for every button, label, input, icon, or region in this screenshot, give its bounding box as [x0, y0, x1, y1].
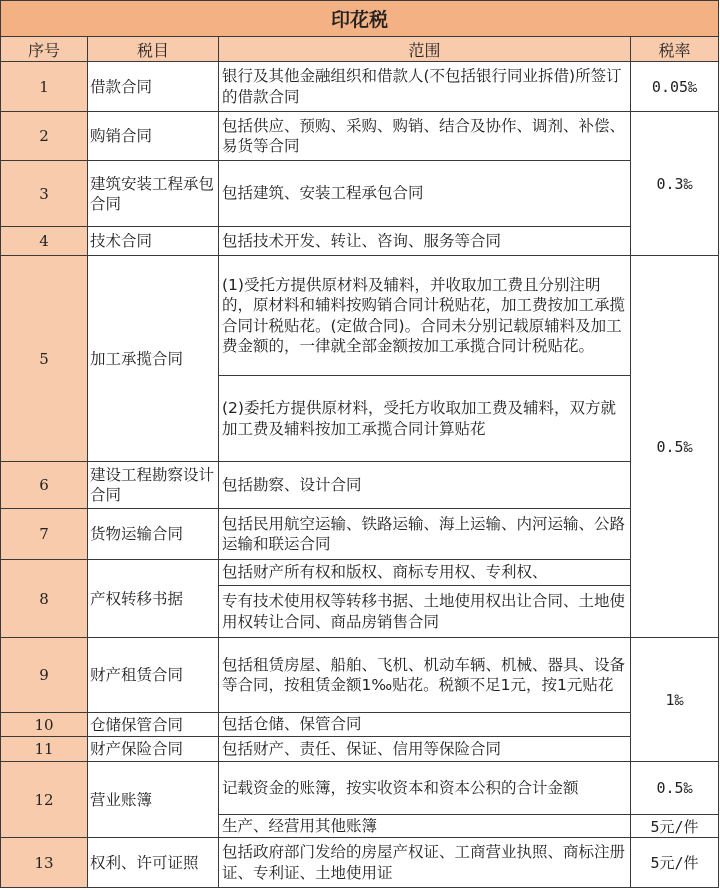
scope-text: 包括仓储、保管合同 [222, 715, 362, 734]
row-11-seq [0, 737, 88, 762]
row-5-item [88, 256, 219, 462]
seq-text: 7 [39, 525, 49, 543]
header-scope-text: 范围 [408, 40, 441, 60]
row-12-item [88, 762, 219, 838]
row-6-scope [219, 462, 631, 509]
row-10-seq [0, 713, 88, 737]
seq-text: 9 [39, 666, 49, 684]
rate-text: 5元/件 [650, 854, 699, 872]
scope-text: 包括财产所有权和版权、商标专用权、专利权、 [222, 563, 548, 582]
row-4-item [88, 227, 219, 256]
table-title [0, 0, 719, 37]
seq-text: 12 [34, 790, 54, 809]
table-title-text: 印花税 [330, 9, 388, 31]
row-11-scope [219, 737, 631, 762]
row-1-rate [631, 62, 719, 112]
row-11-item [88, 737, 219, 762]
row-4-seq [0, 227, 88, 256]
seq-text: 2 [39, 127, 49, 145]
item-text: 货物运输合同 [90, 525, 184, 543]
row-5-seq [0, 256, 88, 462]
scope-text: 记载资金的账簿，按实收资本和资本公积的合计金额 [222, 778, 579, 797]
rate-text: 0.05‰ [651, 77, 698, 96]
header-item [88, 37, 219, 62]
item-text: 加工承揽合同 [90, 349, 184, 368]
seq-text: 3 [39, 184, 49, 203]
row-3-scope [219, 161, 631, 227]
header-item-text: 税目 [136, 40, 169, 60]
row-10-item [88, 713, 219, 737]
item-text: 权利、许可证照 [90, 853, 199, 872]
row-8-scope-part-1 [219, 560, 631, 586]
row-9-seq [0, 638, 88, 713]
seq-text: 13 [34, 853, 54, 872]
row-7-item [88, 509, 219, 560]
scope-text: 包括建筑、安装工程承包合同 [222, 184, 424, 203]
row-4-scope [219, 227, 631, 256]
rate-text: 5元/件 [650, 817, 699, 836]
row-13-scope [219, 838, 631, 888]
row-7-seq [0, 509, 88, 560]
row-13-rate [631, 838, 719, 888]
item-text: 购销合同 [90, 127, 153, 145]
scope-text: 包括民用航空运输、铁路运输、海上运输、内河运输、公路运输和联运合同 [222, 514, 626, 553]
item-text: 建设工程勘察设计合同 [90, 466, 215, 504]
item-text: 产权转移书据 [90, 589, 184, 608]
seq-text: 6 [39, 476, 49, 494]
row-13-seq [0, 838, 88, 888]
item-text: 财产租赁合同 [90, 666, 184, 684]
row-10-scope [219, 713, 631, 737]
item-text: 营业账簿 [90, 790, 153, 809]
scope-text: 包括技术开发、转让、咨询、服务等合同 [222, 231, 502, 250]
seq-text: 8 [39, 589, 49, 608]
header-scope [219, 37, 631, 62]
scope-text: (1)受托方提供原材料及辅料，并收取加工费且分别注明的，原材料和辅料按购销合同计税贴花，加工费按加工承揽合同计税贴花。(定做合同)。合同未分别记载原辅料及加工费金额的，一律就全部金额按加工承揽合同计税贴花。 [222, 275, 626, 355]
row-12-scope-part-2 [219, 815, 631, 838]
row-12-scope-part-1 [219, 762, 631, 815]
row-1-seq [0, 62, 88, 112]
header-seq-text: 序号 [27, 40, 60, 60]
header-rate [631, 37, 719, 62]
header-seq [0, 37, 88, 62]
row-13-item [88, 838, 219, 888]
row-8-scope-part-2 [219, 586, 631, 638]
row-8-seq [0, 560, 88, 638]
seq-text: 11 [34, 740, 54, 758]
seq-text: 5 [39, 349, 49, 368]
row-6-seq [0, 462, 88, 509]
row-9-scope [219, 638, 631, 713]
row-12-seq [0, 762, 88, 838]
row-1-scope [219, 62, 631, 112]
item-text: 财产保险合同 [90, 740, 184, 758]
scope-text: 专有技术使用权等转移书据、土地使用权出让合同、土地使用权转让合同、商品房销售合同 [222, 592, 626, 631]
row-7-scope [219, 509, 631, 560]
rate-text: 0.5‰ [656, 779, 693, 797]
item-text: 借款合同 [90, 77, 153, 96]
rate-text: 0.3‰ [656, 174, 693, 193]
rate-rows-2-4 [631, 112, 719, 256]
row-5-scope-part-2 [219, 376, 631, 462]
row-1-item [88, 62, 219, 112]
header-rate-text: 税率 [658, 40, 691, 60]
row-6-item [88, 462, 219, 509]
rate-text: 1‰ [665, 690, 684, 709]
row-12-rate-part-2 [631, 815, 719, 838]
scope-text: 包括勘察、设计合同 [222, 475, 362, 494]
item-text: 技术合同 [90, 232, 153, 250]
row-2-scope [219, 112, 631, 161]
seq-text: 4 [39, 232, 49, 250]
row-2-item [88, 112, 219, 161]
rate-rows-9-11 [631, 638, 719, 762]
item-text: 建筑安装工程承包合同 [90, 174, 215, 213]
row-3-seq [0, 161, 88, 227]
row-12-rate-part-1 [631, 762, 719, 815]
scope-text: (2)委托方提供原材料，受托方收取加工费及辅料，双方就加工费及辅料按加工承揽合同计算贴花 [222, 399, 616, 438]
scope-text: 包括供应、预购、采购、购销、结合及协作、调剂、补偿、易货等合同 [222, 116, 626, 155]
row-9-item [88, 638, 219, 713]
item-text: 仓储保管合同 [90, 715, 184, 734]
scope-text: 包括财产、责任、保证、信用等保险合同 [222, 739, 502, 758]
rate-text: 0.5‰ [656, 437, 693, 456]
seq-text: 10 [34, 715, 54, 734]
scope-text: 生产、经营用其他账簿 [222, 816, 378, 835]
row-5-scope-part-1 [219, 256, 631, 376]
rate-rows-5-8 [631, 256, 719, 638]
seq-text: 1 [39, 77, 49, 96]
row-2-seq [0, 112, 88, 161]
scope-text: 包括政府部门发给的房屋产权证、工商营业执照、商标注册证、专利证、土地使用证 [222, 843, 626, 882]
row-3-item [88, 161, 219, 227]
row-8-item [88, 560, 219, 638]
scope-text: 包括租赁房屋、船舶、飞机、机动车辆、机械、器具、设备等合同，按租赁金额1‰贴花。税额不足1元，按1元贴花 [222, 655, 626, 694]
scope-text: 银行及其他金融组织和借款人(不包括银行同业拆借)所签订的借款合同 [222, 67, 622, 106]
